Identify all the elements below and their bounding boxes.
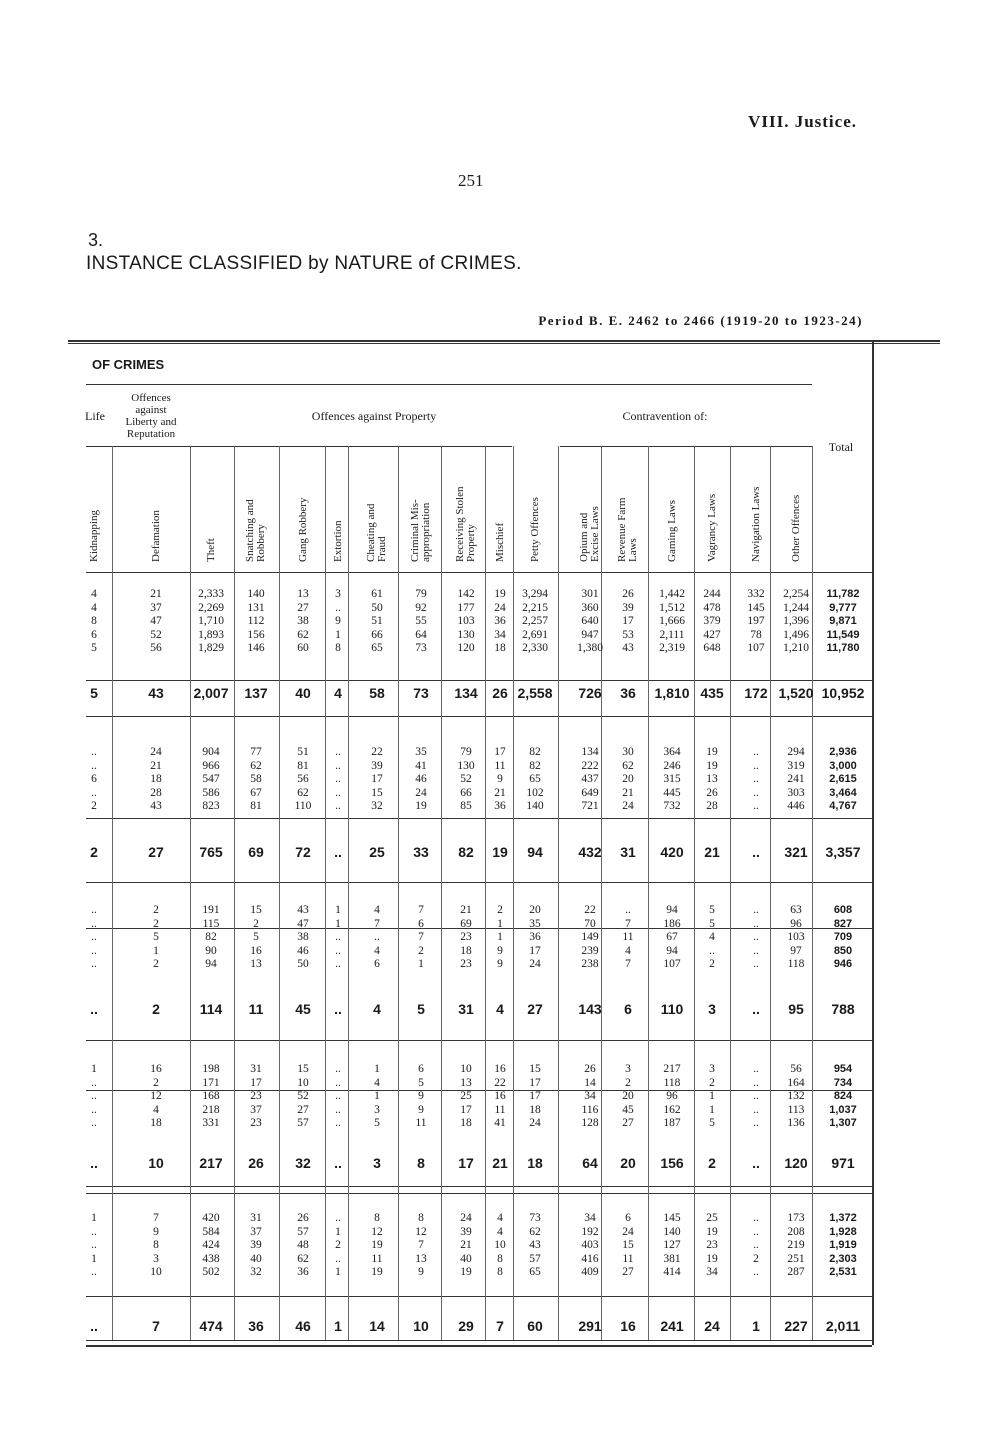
average-value: 2 [90,844,98,860]
average-value: 474 [199,1318,223,1334]
table-rule [86,1186,872,1187]
average-value: 227 [784,1318,808,1334]
year-values: 8 12 19 11 19 [371,1212,383,1279]
table-rule [86,572,872,573]
year-values: 244 478 379 427 648 [703,588,721,655]
year-values: 420 584 424 438 502 [202,1212,220,1279]
average-value: 18 [527,1155,543,1171]
average-value: 156 [660,1155,684,1171]
column-header: Theft [204,538,217,562]
average-value: 2,011 [825,1318,861,1334]
year-values: 34 192 403 416 409 [581,1212,599,1279]
year-values: 145 140 127 381 414 [663,1212,681,1279]
table-rule [86,818,872,819]
average-value: .. [334,1001,342,1017]
column-header: Mischief [493,522,506,562]
year-values: 15 10 52 27 57 [297,1063,309,1130]
page-number: 251 [458,171,484,190]
table-rule [86,1296,872,1297]
year-values: 3 .. 9 1 8 [335,588,341,655]
average-value: 1,810 [654,685,690,701]
average-value: 726 [578,685,602,701]
year-values: 142 177 103 130 120 [457,588,475,655]
average-value: .. [334,844,342,860]
column-header: Defamation [149,510,162,562]
column-header: Petty Offences [528,497,541,562]
column-rule [558,446,559,1340]
average-value: 1 [752,1318,760,1334]
year-values: 24 39 21 40 19 [460,1212,472,1279]
average-value: 8 [417,1155,425,1171]
column-rule [770,446,771,1340]
table-rule [86,384,812,385]
year-values: 2,254 1,244 1,396 1,496 1,210 [783,588,809,655]
year-values: 332 145 197 78 107 [747,588,765,655]
average-value: 36 [620,685,636,701]
average-value: 7 [152,1318,160,1334]
column-header: Snatching and Robbery [244,499,267,562]
average-value: 971 [831,1155,855,1171]
year-values: 198 171 168 218 331 [202,1063,220,1130]
year-values: 17 11 9 21 36 [494,746,506,813]
column-header: Opium and Excise Laws [578,506,601,562]
year-values: .. .. .. .. .. [91,904,97,971]
average-value: 26 [248,1155,264,1171]
column-header: Vagrancy Laws [705,493,718,562]
year-values: .. .. .. .. .. [335,1063,341,1130]
column-header: Criminal Mis- appropriation [409,499,432,562]
average-value: 69 [248,844,264,860]
year-values: .. .. .. 2 .. [753,1212,759,1279]
table-rule [86,1345,872,1347]
average-value: 60 [527,1318,543,1334]
column-rule [325,446,326,1340]
year-values: .. .. .. .. .. [753,746,759,813]
average-value: 110 [660,1001,684,1017]
average-value: 27 [527,1001,543,1017]
page-title: INSTANCE CLASSIFIED by NATURE of CRIMES. [86,253,522,274]
year-values: 79 130 52 66 85 [457,746,475,813]
year-values: 904 966 547 586 823 [202,746,220,813]
column-header: Receiving Stolen Property [454,486,477,562]
section-heading: VIII. Justice. [748,112,857,131]
average-value: 10 [413,1318,429,1334]
year-values: .. .. .. .. .. [753,904,759,971]
year-values: 608 827 709 850 946 [833,904,853,971]
year-values: 1,442 1,512 1,666 2,111 2,319 [659,588,685,655]
year-values: 51 81 56 62 110 [294,746,312,813]
average-value: 45 [295,1001,311,1017]
period-caption: Period B. E. 2462 to 2466 (1919-20 to 1923-24) [538,313,863,328]
average-value: 432 [578,844,602,860]
year-values: 31 37 39 40 32 [250,1212,262,1279]
average-value: 4 [334,685,342,701]
average-value: 10,952 [821,685,865,701]
column-rule [234,446,235,1340]
average-value: 29 [458,1318,474,1334]
average-value: .. [90,1155,98,1171]
average-value: .. [334,1155,342,1171]
average-value: 2,558 [517,685,553,701]
average-value: 143 [578,1001,602,1017]
average-value: .. [752,844,760,860]
average-value: 5 [90,685,98,701]
average-value: 46 [295,1318,311,1334]
year-values: 2 1 1 9 9 [497,904,503,971]
average-value: 17 [458,1155,474,1171]
average-value: 4 [373,1001,381,1017]
year-values: 954 734 824 1,037 1,307 [829,1063,857,1130]
year-values: 82 82 65 102 140 [526,746,544,813]
year-values: 15 17 17 18 24 [529,1063,541,1130]
year-values: 3 2 1 1 5 [709,1063,715,1130]
average-value: 241 [660,1318,684,1334]
average-value: 788 [831,1001,855,1017]
year-values: 43 47 38 46 50 [297,904,309,971]
average-value: 2,007 [193,685,229,701]
average-value: 14 [369,1318,385,1334]
average-value: 31 [620,844,636,860]
average-value: 73 [413,685,429,701]
average-value: 137 [244,685,268,701]
table-rule [68,340,940,342]
table-rule [86,1040,872,1041]
year-values: 301 360 640 947 1,380 [577,588,603,655]
table-rule [86,882,872,883]
year-values: 25 19 23 19 34 [706,1212,718,1279]
year-values: 6 5 9 9 11 [415,1063,427,1130]
year-values: .. .. .. .. .. [335,746,341,813]
table-rule [68,343,940,344]
average-value: .. [90,1318,98,1334]
column-rule [398,446,399,1340]
column-header: Gaming Laws [665,499,678,562]
average-value: 1,520 [778,685,814,701]
year-values: 77 62 58 67 81 [250,746,262,813]
column-rule [812,446,813,1340]
column-header: Other Offences [789,494,802,562]
year-values: 8 12 7 13 9 [415,1212,427,1279]
year-values: 6 24 15 11 27 [622,1212,634,1279]
year-values: .. .. 6 .. 2 [91,746,97,813]
table-rule [560,446,812,447]
year-values: 30 62 20 21 24 [622,746,634,813]
year-values: 140 131 112 156 146 [247,588,265,655]
average-value: 24 [704,1318,720,1334]
year-values: 1 1 .. .. .. [335,904,341,971]
average-value: 3 [708,1001,716,1017]
year-values: 1 .. .. .. .. [91,1063,97,1130]
year-values: 5 5 4 .. 2 [709,904,715,971]
year-values: 217 118 96 162 187 [663,1063,681,1130]
year-values: 13 27 38 62 60 [297,588,309,655]
average-value: 58 [369,685,385,701]
average-value: 26 [492,685,508,701]
year-values: 2 2 5 1 2 [153,904,159,971]
average-value: 19 [492,844,508,860]
column-header: Gang Robbery [296,497,309,562]
column-header: Navigation Laws [749,486,762,562]
group-total: Total [828,440,854,454]
year-values: 26 14 34 116 128 [581,1063,599,1130]
column-rule [441,446,442,1340]
year-values: 11,782 9,777 9,871 11,549 11,780 [826,588,860,655]
year-values: 26 39 17 53 43 [622,588,634,655]
average-value: 25 [369,844,385,860]
year-values: 16 2 12 4 18 [150,1063,162,1130]
year-values: 56 164 132 113 136 [787,1063,805,1130]
average-value: 40 [295,685,311,701]
average-value: 21 [492,1155,508,1171]
year-values: .. 7 11 4 7 [622,904,634,971]
average-value: 10 [148,1155,164,1171]
average-value: 4 [496,1001,504,1017]
average-value: .. [752,1001,760,1017]
year-values: 21 69 23 18 23 [460,904,472,971]
year-values: 22 39 17 15 32 [371,746,383,813]
average-value: 36 [248,1318,264,1334]
year-values: 7 6 7 2 1 [418,904,424,971]
column-rule [279,446,280,1340]
column-rule [112,446,113,1340]
average-value: 16 [620,1318,636,1334]
average-value: 11 [248,1001,264,1017]
group-liberty: Offences against Liberty and Reputation [125,392,177,440]
year-values: 24 21 18 28 43 [150,746,162,813]
average-value: 217 [199,1155,223,1171]
year-values: 4 7 .. 4 6 [374,904,380,971]
year-values: 3,294 2,215 2,257 2,691 2,330 [522,588,548,655]
year-values: 7 9 8 3 10 [150,1212,162,1279]
average-value: .. [90,1001,98,1017]
year-values: 79 92 55 64 73 [415,588,427,655]
average-value: 420 [660,844,684,860]
average-value: 114 [199,1001,223,1017]
table-rule [86,1193,872,1194]
year-values: 20 35 36 17 24 [529,904,541,971]
year-values: 35 41 46 24 19 [415,746,427,813]
year-values: 4 4 8 6 5 [91,588,97,655]
year-values: 4 4 10 8 8 [494,1212,506,1279]
year-values: 191 115 82 90 94 [202,904,220,971]
of-crimes-heading: OF CRIMES [92,357,165,372]
year-values: 63 96 103 97 118 [787,904,805,971]
year-values: 61 50 51 66 65 [371,588,383,655]
average-value: 321 [784,844,808,860]
year-values: 21 37 47 52 56 [150,588,162,655]
average-value: 172 [744,685,768,701]
average-value: 7 [496,1318,504,1334]
table-rule [86,716,872,717]
average-value: 64 [582,1155,598,1171]
average-value: 765 [199,844,223,860]
average-value: 32 [295,1155,311,1171]
year-values: 2,333 2,269 1,710 1,893 1,829 [198,588,224,655]
average-value: 120 [784,1155,808,1171]
average-value: 134 [454,685,478,701]
year-values: 15 2 5 16 13 [250,904,262,971]
year-values: 134 222 437 649 721 [581,746,599,813]
year-values: 2,936 3,000 2,615 3,464 4,767 [829,746,857,813]
average-value: 3,357 [825,844,861,860]
average-value: .. [752,1155,760,1171]
column-header: Cheating and Fraud [365,503,388,562]
column-rule [694,446,695,1340]
table-border [872,340,874,1345]
average-value: 3 [373,1155,381,1171]
column-rule [601,446,602,1340]
average-value: 31 [458,1001,474,1017]
column-rule [190,446,191,1340]
average-value: 1 [334,1318,342,1334]
table-rule [86,1340,872,1341]
year-values: 26 57 48 62 36 [297,1212,309,1279]
year-values: 364 246 315 445 732 [663,746,681,813]
average-value: 27 [148,844,164,860]
column-header: Kidnapping [87,510,100,562]
average-value: 33 [413,844,429,860]
column-rule [730,446,731,1340]
year-values: 19 24 36 34 18 [494,588,506,655]
column-header: Extortion [331,520,344,562]
average-value: 94 [527,844,543,860]
group-life: Life [85,409,105,423]
year-values: 3 2 20 45 27 [622,1063,634,1130]
column-rule [648,446,649,1340]
average-value: 72 [295,844,311,860]
year-values: 16 22 16 11 41 [494,1063,506,1130]
average-value: 6 [624,1001,632,1017]
table-rule [86,680,872,681]
year-values: 22 70 149 239 238 [581,904,599,971]
column-rule [348,446,349,1340]
average-value: 2 [708,1155,716,1171]
average-value: 291 [578,1318,602,1334]
average-value: 435 [700,685,724,701]
column-header: Revenue Farm Laws [616,497,639,562]
year-values: .. 1 2 .. 1 [335,1212,341,1279]
year-values: 1 .. .. 1 .. [91,1212,97,1279]
year-values: 173 208 219 251 287 [787,1212,805,1279]
year-values: 1,372 1,928 1,919 2,303 2,531 [829,1212,857,1279]
table-number: 3. [88,230,104,250]
average-value: 20 [620,1155,636,1171]
average-value: 2 [152,1001,160,1017]
group-property: Offences against Property [311,409,437,423]
average-value: 43 [148,685,164,701]
average-value: 82 [458,844,474,860]
average-value: 95 [788,1001,804,1017]
group-contravention: Contravention of: [622,409,708,423]
year-values: 19 19 13 26 28 [706,746,718,813]
column-rule [513,446,514,1340]
column-rule [485,446,486,1340]
average-value: 21 [704,844,720,860]
year-values: .. .. .. .. .. [753,1063,759,1130]
year-values: 1 4 1 3 5 [374,1063,380,1130]
year-values: 294 319 241 303 446 [787,746,805,813]
year-values: 73 62 43 57 65 [529,1212,541,1279]
average-value: 5 [417,1001,425,1017]
year-values: 10 13 25 17 18 [460,1063,472,1130]
year-values: 94 186 67 94 107 [663,904,681,971]
table-rule [86,446,512,447]
year-values: 31 17 23 37 23 [250,1063,262,1130]
